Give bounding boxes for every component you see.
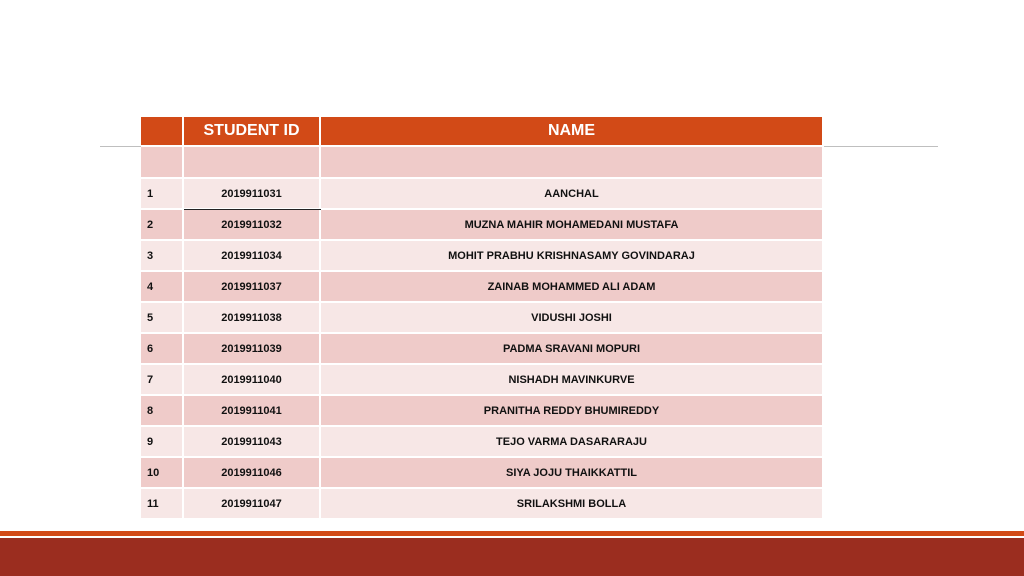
row-number: 3 — [141, 240, 183, 271]
row-student-id: 2019911031 — [183, 178, 320, 209]
table-row — [141, 395, 823, 426]
row-number: 1 — [141, 178, 183, 209]
row-number: 6 — [141, 333, 183, 364]
table-row — [141, 302, 823, 333]
row-number: 7 — [141, 364, 183, 395]
table-row — [141, 271, 823, 302]
row-name: ZAINAB MOHAMMED ALI ADAM — [320, 271, 823, 302]
row-number: 5 — [141, 302, 183, 333]
table-row — [141, 240, 823, 271]
student-table — [141, 117, 824, 520]
row-student-id: 2019911043 — [183, 426, 320, 457]
row-name: PADMA SRAVANI MOPURI — [320, 333, 823, 364]
row-name: SRILAKSHMI BOLLA — [320, 488, 823, 519]
row-student-id: 2019911032 — [183, 209, 320, 240]
row-student-id: 2019911046 — [183, 457, 320, 488]
row-student-id: 2019911040 — [183, 364, 320, 395]
row-student-id: 2019911034 — [183, 240, 320, 271]
table-row — [141, 333, 823, 364]
header-student-id: STUDENT ID — [183, 117, 320, 146]
cell-underline — [184, 209, 321, 210]
row-number: 9 — [141, 426, 183, 457]
row-number: 2 — [141, 209, 183, 240]
header-number — [141, 117, 183, 146]
row-student-id: 2019911041 — [183, 395, 320, 426]
row-name: PRANITHA REDDY BHUMIREDDY — [320, 395, 823, 426]
row-number: 8 — [141, 395, 183, 426]
row-name: AANCHAL — [320, 178, 823, 209]
row-student-id: 2019911037 — [183, 271, 320, 302]
table-row — [141, 488, 823, 519]
row-number: 4 — [141, 271, 183, 302]
row-number: 10 — [141, 457, 183, 488]
row-name: TEJO VARMA DASARARAJU — [320, 426, 823, 457]
table-row — [141, 364, 823, 395]
row-student-id: 2019911039 — [183, 333, 320, 364]
row-student-id: 2019911038 — [183, 302, 320, 333]
row-student-id: 2019911047 — [183, 488, 320, 519]
row-name: MUZNA MAHIR MOHAMEDANI MUSTAFA — [320, 209, 823, 240]
row-name: MOHIT PRABHU KRISHNASAMY GOVINDARAJ — [320, 240, 823, 271]
table-row — [141, 178, 823, 209]
header-name: NAME — [320, 117, 823, 146]
table-row — [141, 426, 823, 457]
table-empty-row — [141, 146, 823, 178]
table-row — [141, 209, 823, 240]
row-name: SIYA JOJU THAIKKATTIL — [320, 457, 823, 488]
row-name: VIDUSHI JOSHI — [320, 302, 823, 333]
footer-band — [0, 538, 1024, 576]
table-row — [141, 457, 823, 488]
row-number: 11 — [141, 488, 183, 519]
row-name: NISHADH MAVINKURVE — [320, 364, 823, 395]
table-header-row — [141, 117, 823, 146]
